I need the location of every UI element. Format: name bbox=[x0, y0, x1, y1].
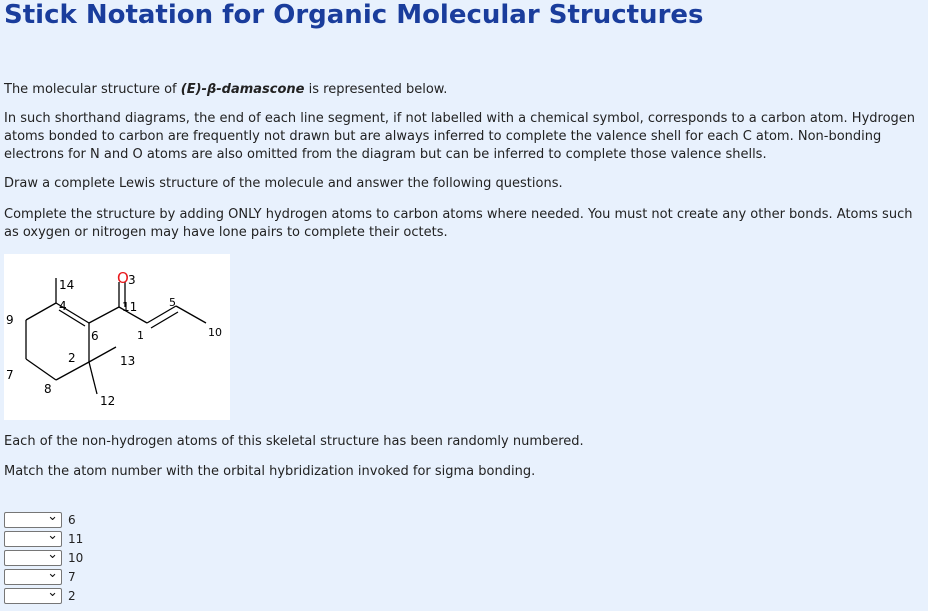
atom-label-4: 4 bbox=[59, 299, 67, 313]
atom-label-7: 7 bbox=[6, 368, 14, 382]
match-row bbox=[4, 511, 76, 529]
chevron-down-icon: ⌄ bbox=[47, 566, 58, 581]
bond-lines bbox=[26, 278, 206, 394]
atom-label-12: 12 bbox=[100, 394, 116, 408]
chevron-down-icon: ⌄ bbox=[47, 509, 58, 524]
hydrogen-instruction: Complete the structure by adding ONLY hydrogen atoms to carbon atoms where needed. You must not create any other bonds. Atoms such as oxygen or nitrogen may have lone pairs to complete their octets. bbox=[4, 207, 913, 240]
atom-label-6: 6 bbox=[91, 329, 99, 343]
hybridization-select[interactable] bbox=[4, 528, 62, 547]
atom-label-14: 14 bbox=[59, 278, 75, 292]
atom-label-2: 2 bbox=[68, 351, 76, 365]
lewis-instruction: Draw a complete Lewis structure of the molecule and answer the following questions. bbox=[4, 176, 563, 191]
hybridization-select[interactable] bbox=[4, 509, 62, 528]
hybridization-select[interactable] bbox=[4, 585, 62, 604]
hybridization-select[interactable] bbox=[4, 566, 62, 585]
atom-labels bbox=[6, 269, 222, 408]
match-atom-number: 10 bbox=[68, 551, 84, 565]
chevron-down-icon: ⌄ bbox=[47, 585, 58, 600]
intro-after: is represented below. bbox=[304, 82, 448, 97]
shorthand-explanation: In such shorthand diagrams, the end of each line segment, if not labelled with a chemical symbol, corresponds to a carbon atom. Hydrogen atoms bonded to carbon are frequently not drawn but are always inferred to complete the valence shell for each C atom. Non-bonding electrons for N and O atoms are also omitted from the diagram but can be inferred to complete those valence shells. bbox=[4, 111, 916, 162]
match-atom-number: 11 bbox=[68, 532, 84, 546]
skeletal-structure-svg bbox=[4, 254, 230, 420]
match-atom-number: 7 bbox=[68, 570, 76, 584]
match-row bbox=[4, 530, 83, 548]
compound-name: (E)-β-damascone bbox=[180, 82, 305, 97]
page-title: Stick Notation for Organic Molecular Structures bbox=[4, 0, 704, 30]
hybridization-select[interactable] bbox=[4, 547, 62, 566]
oxygen-symbol: O bbox=[117, 269, 129, 287]
atom-label-1: 1 bbox=[137, 329, 144, 342]
numbering-note: Each of the non-hydrogen atoms of this skeletal structure has been randomly numbered. bbox=[4, 434, 584, 449]
intro-before: The molecular structure of bbox=[4, 82, 181, 97]
match-atom-number: 6 bbox=[68, 513, 76, 527]
match-atom-number: 2 bbox=[68, 589, 76, 603]
atom-label-9: 9 bbox=[6, 313, 14, 327]
match-row bbox=[4, 568, 76, 586]
matching-instruction: Match the atom number with the orbital hybridization invoked for sigma bonding. bbox=[4, 464, 536, 479]
atom-label-10: 10 bbox=[208, 326, 222, 339]
chevron-down-icon: ⌄ bbox=[47, 528, 58, 543]
match-row bbox=[4, 549, 83, 567]
atom-label-3: 3 bbox=[128, 273, 136, 287]
chevron-down-icon: ⌄ bbox=[47, 547, 58, 562]
skeletal-structure-figure bbox=[4, 254, 230, 420]
atom-label-5: 5 bbox=[169, 296, 176, 309]
atom-label-11: 11 bbox=[122, 300, 138, 314]
intro-text bbox=[4, 81, 922, 99]
atom-label-13: 13 bbox=[120, 354, 136, 368]
match-row bbox=[4, 587, 76, 605]
atom-label-8: 8 bbox=[44, 382, 52, 396]
